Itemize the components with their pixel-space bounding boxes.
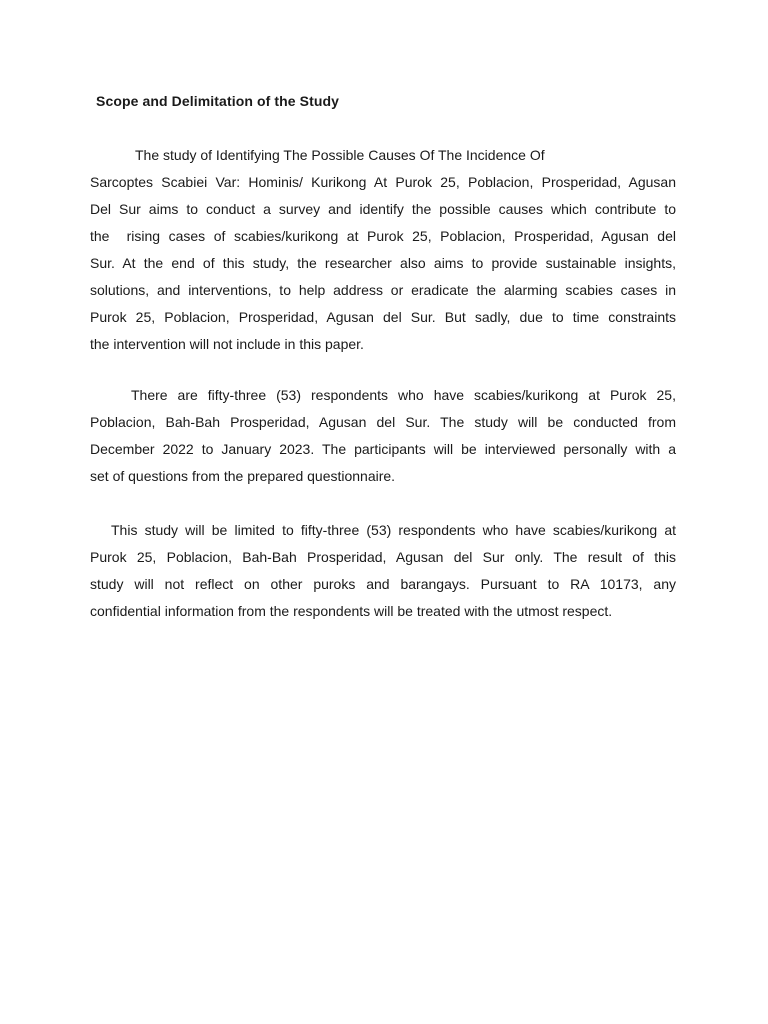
text-line: Purok 25, Poblacion, Bah-Bah Prosperidad, Agusan del Sur only. The result of this: [90, 549, 676, 565]
text-line: December 2022 to January 2023. The participants will be interviewed personally with a: [90, 441, 676, 457]
text-line: Del Sur aims to conduct a survey and identify the possible causes which contribute to: [90, 201, 676, 217]
text-line: study will not reflect on other puroks and barangays. Pursuant to RA 10173, any: [90, 576, 676, 592]
text-line: set of questions from the prepared questionnaire.: [90, 468, 396, 484]
text-line: Poblacion, Bah-Bah Prosperidad, Agusan del Sur. The study will be conducted from: [90, 414, 676, 430]
section-heading: Scope and Delimitation of the Study: [96, 93, 340, 109]
text-line: This study will be limited to fifty-three (53) respondents who have scabies/kurikong at: [111, 522, 676, 538]
text-line: There are fifty-three (53) respondents who have scabies/kurikong at Purok 25,: [131, 387, 676, 403]
paragraph-limitation: [90, 517, 676, 625]
text-line: confidential information from the respondents will be treated with the utmost respect.: [90, 603, 613, 619]
paragraph-scope: [90, 142, 676, 358]
text-line: Sarcoptes Scabiei Var: Hominis/ Kurikong At Purok 25, Poblacion, Prosperidad, Agusan: [90, 174, 676, 190]
text-line: Purok 25, Poblacion, Prosperidad, Agusan del Sur. But sadly, due to time constraints: [90, 309, 676, 325]
text-line: The study of Identifying The Possible Causes Of The Incidence Of: [135, 147, 545, 163]
text-line: solutions, and interventions, to help address or eradicate the alarming scabies cases in: [90, 282, 676, 298]
text-line: the intervention will not include in this paper.: [90, 336, 364, 352]
text-line: Sur. At the end of this study, the researcher also aims to provide sustainable insights,: [90, 255, 676, 271]
paragraph-respondents: [90, 382, 676, 490]
text-line: the rising cases of scabies/kurikong at Purok 25, Poblacion, Prosperidad, Agusan del: [90, 228, 676, 244]
